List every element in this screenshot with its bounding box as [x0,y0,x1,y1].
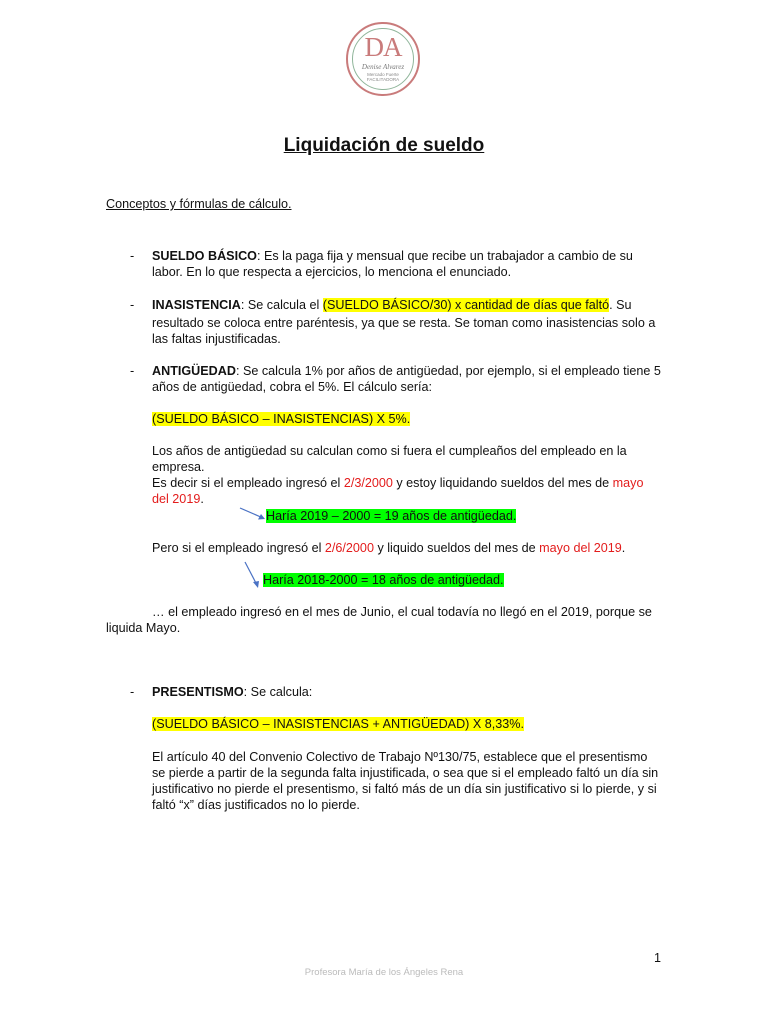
presentismo-line-1 [152,684,661,700]
antiguedad-result-2 [263,572,504,588]
result-1-text: Haría 2019 – 2000 = 19 años de antigüedad. [266,509,517,523]
presentismo-text-line-4: faltó “x” días justificados no lo pierde. [152,798,360,812]
presentismo-pre: : Se calcula: [243,685,313,699]
antiguedad-example-1-cont [152,491,661,507]
antiguedad-result-1 [266,508,516,524]
inasistencia-line-2: resultado se coloca entre paréntesis, ya que se resta. Se toman como inasistencias solo a [152,316,656,330]
example-1-month-b: del 2019 [152,492,201,506]
document-subtitle: Conceptos y fórmulas de cálculo. [106,197,292,211]
inasistencia-pre: : Se calcula el [240,298,323,312]
inasistencia-label: INASISTENCIA [152,298,241,312]
bullet-dash: - [130,364,135,378]
example-2-month: mayo del 2019 [539,541,622,555]
antiguedad-text: : Se calcula 1% por años de antigüedad, por ejemplo, si el empleado tiene 5 [235,364,661,378]
presentismo-label: PRESENTISMO [152,685,244,699]
footer-author: Profesora María de los Ángeles Rena [304,967,464,978]
example-2-period: . [621,541,626,555]
bullet-dash: - [130,685,135,699]
presentismo-text-line-3: justificativo no pierde el presentismo, si faltó más de un día sin justificativo si lo pierde, y si [152,782,657,796]
arrow-icon [242,560,262,592]
inasistencia-post: . Su [609,298,632,312]
antiguedad-example-1 [152,475,661,491]
presentismo-text-line-1: El artículo 40 del Convenio Colectivo de Trabajo Nº130/75, establece que el presentismo [152,750,648,764]
presentismo-formula-line [152,716,661,732]
result-2-text: Haría 2018-2000 = 18 años de antigüedad. [263,573,504,587]
inasistencia-line-1 [152,297,661,313]
antiguedad-line-1 [152,363,661,379]
example-1-period: . [200,492,204,506]
antiguedad-example-2 [152,540,661,556]
page-number: 1 [654,951,662,965]
example-1-mid: y estoy liquidando sueldos del mes de [392,476,613,490]
logo-script: Denise Alvarez [361,63,405,71]
antiguedad-note-line-2: liquida Mayo. [106,621,181,635]
inasistencia-formula: (SUELDO BÁSICO/30) x cantidad de días que faltó [322,298,610,312]
example-2-pre: Pero si el empleado ingresó el [152,541,325,555]
example-1-date: 2/3/2000 [343,476,393,490]
presentismo-formula: (SUELDO BÁSICO – INASISTENCIAS + ANTIGÜEDAD) X 8,33%. [152,717,524,731]
logo-subtitle [348,72,418,82]
example-2-mid: y liquido sueldos del mes de [373,541,540,555]
antiguedad-note-line-1: … el empleado ingresó en el mes de Junio, el cual todavía no llegó en el 2019, porque se [152,605,652,619]
logo-sub-line-1: Mercado Fuerte [367,72,399,77]
logo-letters: DA [364,32,402,62]
arrow-icon [238,505,268,523]
antiguedad-years-line-2: empresa. [152,460,205,474]
antiguedad-formula: (SUELDO BÁSICO – INASISTENCIAS) X 5%. [152,412,411,426]
antiguedad-years-line-1: Los años de antigüedad su calculan como si fuera el cumpleaños del empleado en la [152,444,627,458]
sueldo-basico-label: SUELDO BÁSICO [152,249,257,263]
sueldo-basico-line-2: labor. En lo que respecta a ejercicios, lo menciona el enunciado. [152,265,512,279]
example-1-month-a: mayo [612,476,644,490]
sueldo-basico-text: : Es la paga fija y mensual que recibe un trabajador a cambio de su [256,249,633,263]
antiguedad-formula-line [152,411,661,427]
document-title: Liquidación de sueldo [283,135,485,156]
antiguedad-label: ANTIGÜEDAD [152,364,236,378]
example-2-date: 2/6/2000 [324,541,374,555]
bullet-dash: - [130,298,135,312]
sueldo-basico-line-1 [152,248,661,264]
logo-sub-line-2: FACILITADORA [366,77,400,82]
inasistencia-line-3: las faltas injustificadas. [152,332,281,346]
example-1-pre: Es decir si el empleado ingresó el [152,476,344,490]
logo [346,22,420,96]
presentismo-text-line-2: se pierde a partir de la segunda falta injustificada, o sea que si el empleado faltó un día sin [152,766,659,780]
bullet-dash: - [130,249,135,263]
antiguedad-line-2: años de antigüedad, cobra el 5%. El cálculo sería: [152,380,433,394]
